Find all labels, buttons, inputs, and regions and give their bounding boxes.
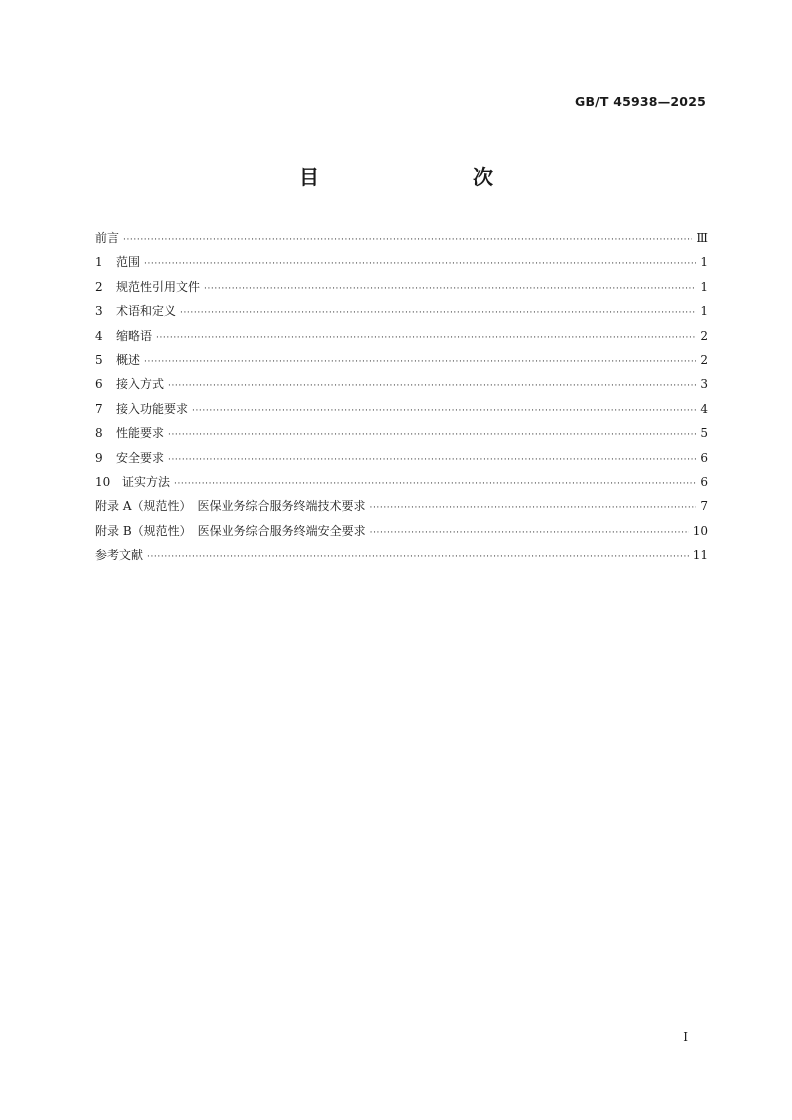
toc-leader-dots [168, 448, 696, 472]
toc-entry-title: 参考文献 [95, 548, 144, 563]
toc-leader-dots [204, 277, 696, 301]
toc-leader-dots [156, 326, 696, 350]
toc-entry-page: Ⅲ [696, 231, 708, 245]
toc-entry-page: 10 [692, 523, 708, 538]
toc-entry-verification-methods[interactable] [95, 470, 708, 494]
toc-entry-number: 5 [95, 352, 103, 367]
toc-entry-page: 3 [700, 377, 708, 392]
toc-entry-page: 11 [692, 548, 708, 563]
toc-entry-access-methods[interactable] [95, 372, 708, 396]
toc-title: 目 次 [299, 165, 531, 189]
toc-leader-dots [123, 228, 692, 252]
toc-entry-title: 缩略语 [116, 328, 153, 343]
toc-entry-number: 10 [95, 474, 111, 489]
toc-leader-dots [144, 350, 696, 374]
toc-entry-page: 6 [700, 474, 708, 489]
toc-leader-dots [192, 399, 696, 423]
toc-entry-page: 1 [700, 279, 708, 294]
toc-entry-title: 概述 [116, 352, 141, 367]
toc-entry-foreword[interactable] [95, 226, 708, 250]
toc-entry-annex-a[interactable] [95, 494, 708, 518]
toc-entry-number: 4 [95, 328, 103, 343]
toc-leader-dots [180, 301, 696, 325]
toc-entry-terms-definitions[interactable] [95, 299, 708, 323]
toc-entry-title: 性能要求 [116, 426, 165, 441]
toc-entry-page: 5 [700, 426, 708, 441]
table-of-contents [95, 226, 708, 567]
toc-entry-title: 附录 A（规范性） 医保业务综合服务终端技术要求 [95, 499, 366, 514]
toc-entry-page: 1 [700, 304, 708, 319]
toc-leader-dots [174, 472, 696, 496]
toc-entry-page: 6 [700, 450, 708, 465]
toc-leader-dots [168, 423, 696, 447]
toc-entry-overview[interactable] [95, 348, 708, 372]
toc-entry-page: 4 [700, 401, 708, 416]
toc-entry-title: 规范性引用文件 [116, 279, 201, 294]
toc-entry-title: 接入方式 [116, 377, 165, 392]
toc-entry-number: 6 [95, 377, 103, 392]
toc-entry-page: 7 [700, 499, 708, 514]
toc-entry-number: 7 [95, 401, 103, 416]
toc-entry-number: 8 [95, 426, 103, 441]
toc-entry-title: 附录 B（规范性） 医保业务综合服务终端安全要求 [95, 523, 366, 538]
toc-entry-title: 前言 [95, 231, 120, 245]
toc-leader-dots [369, 496, 696, 520]
toc-leader-dots [144, 252, 696, 276]
toc-entry-number: 9 [95, 450, 103, 465]
toc-entry-page: 2 [700, 328, 708, 343]
standard-code: GB/T 45938—2025 [574, 94, 706, 109]
toc-entry-number: 2 [95, 279, 103, 294]
toc-entry-page: 2 [700, 352, 708, 367]
toc-entry-abbreviations[interactable] [95, 324, 708, 348]
toc-entry-access-function-requirements[interactable] [95, 397, 708, 421]
toc-entry-title: 术语和定义 [116, 304, 177, 319]
toc-entry-title: 安全要求 [116, 450, 165, 465]
toc-entry-security-requirements[interactable] [95, 446, 708, 470]
toc-entry-bibliography[interactable] [95, 543, 708, 567]
toc-entry-title: 接入功能要求 [116, 401, 189, 416]
toc-entry-scope[interactable] [95, 250, 708, 274]
toc-leader-dots [370, 521, 689, 545]
toc-entry-page: 1 [700, 255, 708, 270]
toc-entry-number: 1 [95, 255, 103, 270]
toc-entry-title: 证实方法 [122, 474, 171, 489]
toc-entry-annex-b[interactable] [95, 519, 708, 543]
toc-entry-title: 范围 [116, 255, 141, 270]
toc-entry-normative-references[interactable] [95, 275, 708, 299]
toc-leader-dots [147, 545, 689, 569]
page-number: I [683, 1030, 688, 1044]
toc-leader-dots [168, 374, 696, 398]
toc-entry-number: 3 [95, 304, 103, 319]
toc-entry-performance-requirements[interactable] [95, 421, 708, 445]
